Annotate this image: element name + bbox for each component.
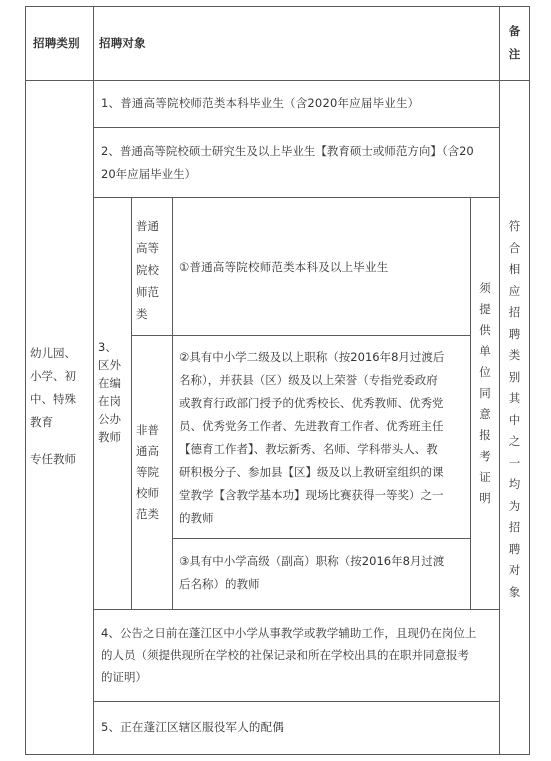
row4-text: 4、公告之日前在蓬江区中小学从事教学或教学辅助工作，且现仍在岗位上 的人员（须提供现所在学校的社保记录和所在学校出具的在职并同意报考 的证明） bbox=[101, 626, 477, 684]
col1-divider bbox=[93, 6, 94, 755]
table-border-bottom bbox=[25, 754, 530, 755]
table-border-left bbox=[25, 6, 26, 755]
category-line: 幼儿园、 bbox=[30, 346, 76, 360]
row5-text: 5、正在蓬江区辖区服役军人的配偶 bbox=[101, 720, 285, 734]
category-cell bbox=[30, 342, 92, 471]
category-line: 专任教师 bbox=[30, 452, 76, 466]
remark-cell: 符 合 相 应 招 聘 类 别 其 中 之 一 均 为 招 聘 对 象 bbox=[508, 219, 521, 599]
table-border-top bbox=[25, 6, 530, 7]
sub2b-text: ③具有中小学高级（副高）职称（按2016年8月过渡 后名称）的教师 bbox=[179, 554, 445, 591]
header-remark: 备 注 bbox=[508, 24, 521, 61]
table-border-right bbox=[529, 6, 530, 755]
sub1-label: 普通 高等 院校 师范 类 bbox=[136, 219, 159, 321]
row3-note: 须 提 供 单 位 同 意 报 考 证 明 bbox=[479, 281, 491, 505]
category-line: 教育 bbox=[30, 415, 53, 429]
header-divider bbox=[25, 80, 530, 81]
row3-label: 3、 区外 在编 在岗 公办 教师 bbox=[98, 340, 121, 444]
category-line: 中、特殊 bbox=[30, 392, 76, 406]
sub2a-text: ②具有中小学二级及以上职称（按2016年8月过渡后 名称），并获县（区）级及以上荣誉（专指党委政府 或教育行政部门授予的优秀校长、优秀教师、优秀党 员、优秀党务工作者、先进教育工作者、优秀班主任 【德育工作者】、教坛新秀、名师、学科带头人、教 研积极分子、参加县【区】级及以上教研室组织的课 堂教学【含教学基本功】现场比赛获得一等奖）之一 的教师 bbox=[179, 350, 445, 525]
sub1-text: ①普通高等院校师范类本科及以上毕业生 bbox=[179, 260, 389, 274]
row2-text: 2、普通高等院校硕士研究生及以上毕业生【教育硕士或师范方向】（含20 20年应届毕业生） bbox=[101, 144, 474, 181]
r3-sublabel-divider bbox=[172, 197, 173, 609]
r3-label-divider bbox=[131, 197, 132, 609]
row2-divider bbox=[93, 197, 499, 198]
header-category: 招聘类别 bbox=[33, 36, 80, 50]
row1-text: 1、普通高等院校师范类本科毕业生（含2020年应届毕业生） bbox=[101, 96, 420, 110]
sub2-label: 非普 通高 等院 校师 范类 bbox=[136, 423, 159, 521]
header-target: 招聘对象 bbox=[99, 36, 146, 50]
sub2a-divider bbox=[172, 538, 470, 539]
row1-divider bbox=[93, 127, 499, 128]
row3-divider bbox=[93, 609, 499, 610]
sub1-divider bbox=[131, 335, 470, 336]
category-line: 小学、初 bbox=[30, 369, 76, 383]
row4-divider bbox=[93, 701, 499, 702]
